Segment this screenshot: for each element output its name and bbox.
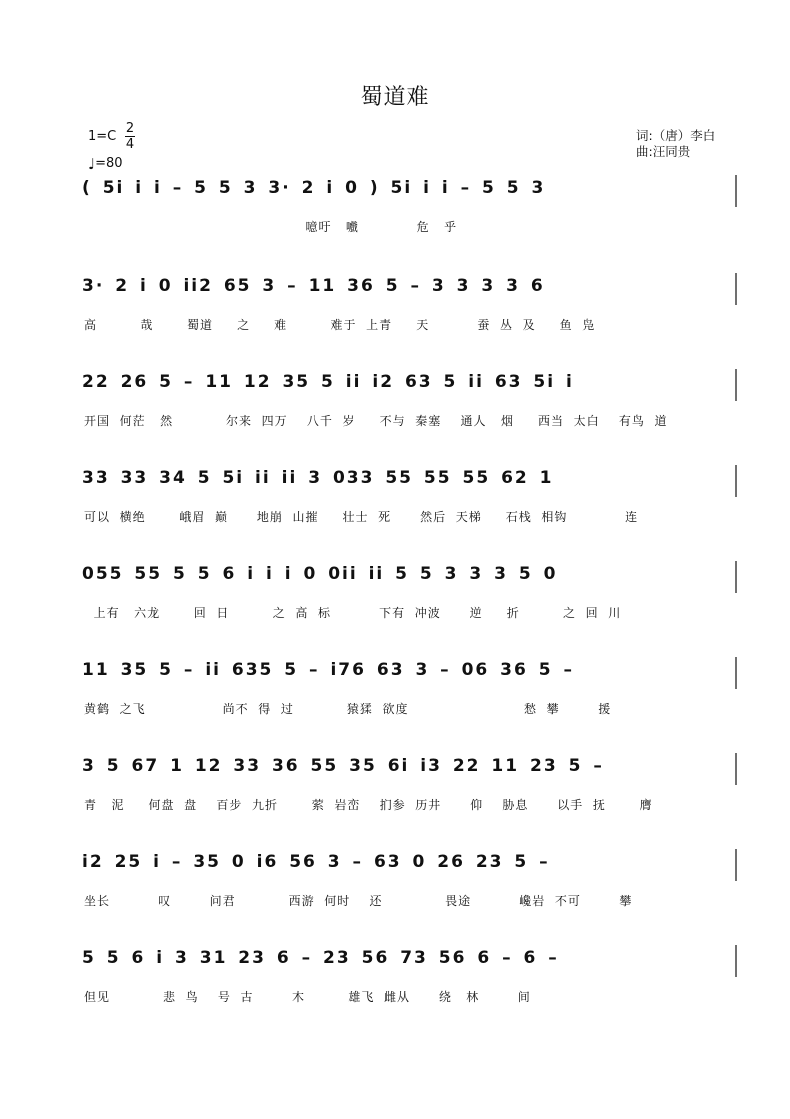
notation-line: 5 5 6 i 3 31 23 6 – 23 56 73 56 6 – 6 – — [82, 948, 559, 968]
credits — [636, 128, 715, 160]
lyric-line: 开国 何茫 然 尔来 四万 八千 岁 不与 秦塞 通人 烟 西当 太白 有鸟 道 — [84, 414, 668, 428]
time-signature — [124, 121, 136, 152]
quarter-note-icon: ♩ — [88, 155, 96, 173]
composer-credit: 曲:汪同贵 — [636, 144, 691, 159]
song-title: 蜀道难 — [360, 85, 430, 110]
lyric-line: 高 哉 蜀道 之 难 难于 上青 天 蚕 丛 及 鱼 凫 — [84, 318, 596, 332]
lyric-line: 可以 横绝 峨眉 巅 地崩 山摧 壮士 死 然后 天梯 石栈 相钩 连 — [84, 510, 639, 524]
notation-line: 22 26 5 – 11 12 35 5 ii i2 63 5 ii 63 5i i — [82, 372, 574, 392]
lyric-line: 但见 悲 鸟 号 古 木 雄飞 雌从 绕 林 间 — [84, 990, 531, 1004]
time-signature-top: 2 — [125, 121, 135, 136]
notation-line: 33 33 34 5 5i ii ii 3 033 55 55 55 62 1 — [82, 468, 554, 488]
key-signature: 1=C — [88, 129, 117, 144]
lyricist-credit: 词:（唐）李白 — [636, 128, 716, 143]
notation-line: 3 5 67 1 12 33 36 55 35 6i i3 22 11 23 5 – — [82, 756, 604, 776]
lyric-line: 青 泥 何盘 盘 百步 九折 萦 岩峦 扪参 历井 仰 胁息 以手 抚 膺 — [84, 798, 653, 812]
tempo-value: =80 — [95, 156, 123, 171]
notation-line: 11 35 5 – ii 635 5 – i76 63 3 – 06 36 5 – — [82, 660, 575, 680]
lyric-line: 黄鹤 之飞 尚不 得 过 猿猱 欲度 愁 攀 援 — [84, 702, 612, 716]
notation-line: i2 25 i – 35 0 i6 56 3 – 63 0 26 23 5 – — [82, 852, 550, 872]
tempo-marking — [88, 154, 123, 172]
notation-line: 3· 2 i 0 ii2 65 3 – 11 36 5 – 3 3 3 3 6 — [82, 276, 545, 296]
time-signature-bottom: 4 — [125, 137, 135, 152]
notation-line: 055 55 5 5 6 i i i 0 0ii ii 5 5 3 3 3 5 0 — [82, 564, 558, 584]
notation-line: ( 5i i i – 5 5 3 3· 2 i 0 ) 5i i i – 5 5 3 — [82, 178, 546, 198]
lyric-line: 噫吁 嚱 危 乎 — [84, 220, 458, 234]
lyric-line: 坐长 叹 问君 西游 何时 还 畏途 巉岩 不可 攀 — [84, 894, 633, 908]
lyric-line: 上有 六龙 回 日 之 高 标 下有 冲波 逆 折 之 回 川 — [84, 606, 622, 620]
